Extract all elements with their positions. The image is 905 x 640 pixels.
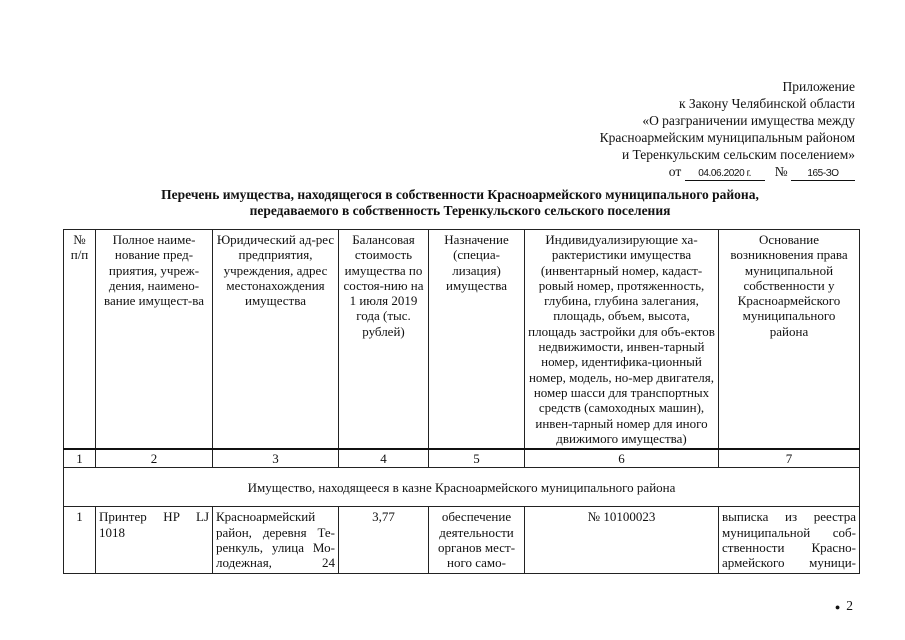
column-number-row	[64, 449, 860, 468]
header-cell-number: № п/п	[64, 230, 96, 450]
section-title: Имущество, находящееся в казне Красноармейского муниципального района	[64, 468, 860, 507]
header-cell-name: Полное наиме-нование пред-приятия, учреж-дения, наимено-вание имущест-ва	[96, 230, 213, 450]
column-number: 4	[339, 449, 429, 468]
appendix-block	[600, 78, 855, 181]
appendix-line: Красноармейским муниципальным районом	[599, 130, 855, 145]
appendix-line: к Закону Челябинской области	[678, 96, 855, 111]
from-label: от	[668, 164, 682, 179]
column-number: 5	[429, 449, 525, 468]
page-number-block	[835, 598, 853, 614]
column-number: 3	[213, 449, 339, 468]
row-number: 1	[64, 507, 96, 573]
law-date-number-line	[600, 163, 855, 181]
row-name: Принтер HP LJ 1018	[96, 507, 213, 573]
header-cell-basis: Основание возникновения права муниципальной собственности у Красноармейского муниципального района	[719, 230, 860, 450]
document-title	[60, 187, 860, 219]
bullet-icon: ●	[834, 601, 841, 612]
column-number: 2	[96, 449, 213, 468]
law-date: 04.06.2020 г.	[685, 168, 765, 181]
appendix-line: и Теренкульским сельским поселением»	[621, 147, 855, 162]
title-line-2: передаваемого в собственность Теренкульского сельского поселения	[249, 203, 671, 218]
header-cell-purpose: Назначение (специа-лизация) имущества	[429, 230, 525, 450]
column-number: 7	[719, 449, 860, 468]
column-number: 6	[525, 449, 719, 468]
header-row	[64, 230, 860, 450]
header-cell-characteristics: Индивидуализирующие ха-рактеристики имущества (инвентарный номер, кадаст-ровый номер, протяженность, глубина, глубина залегания, площадь, объем, высота, площадь застройки для объ-ектов недвижимости, инвен-тарный номер, идентифика-ционный номер, модель, но-мер двигателя, номер шасси для транспортных средств (самоходных машин), инвен-тарный номер для иного движимого имущества)	[525, 230, 719, 450]
number-label: №	[774, 164, 788, 179]
property-table	[63, 229, 860, 574]
header-cell-value: Балансовая стоимость имущества по состоя-нию на 1 июля 2019 года (тыс. рублей)	[339, 230, 429, 450]
header-cell-address: Юридический ад-рес предприятия, учреждения, адрес местонахождения имущества	[213, 230, 339, 450]
row-characteristics: № 10100023	[525, 507, 719, 573]
appendix-line: Приложение	[782, 79, 855, 94]
row-address: Красноармейский район, деревня Те-ренкуль, улица Мо-лодежная, 24	[213, 507, 339, 573]
page-number: 2	[846, 598, 853, 613]
column-number: 1	[64, 449, 96, 468]
row-value: 3,77	[339, 507, 429, 573]
law-number: 165-ЗО	[791, 168, 855, 181]
section-row	[64, 468, 860, 507]
table-row	[64, 507, 860, 573]
appendix-line: «О разграничении имущества между	[642, 113, 855, 128]
row-basis: выписка из реестра муниципальной соб-ственности Красно-армейского муници-	[719, 507, 860, 573]
title-line-1: Перечень имущества, находящегося в собственности Красноармейского муниципального района,	[161, 187, 759, 202]
row-purpose: обеспечение деятельности органов мест-ного само-	[429, 507, 525, 573]
